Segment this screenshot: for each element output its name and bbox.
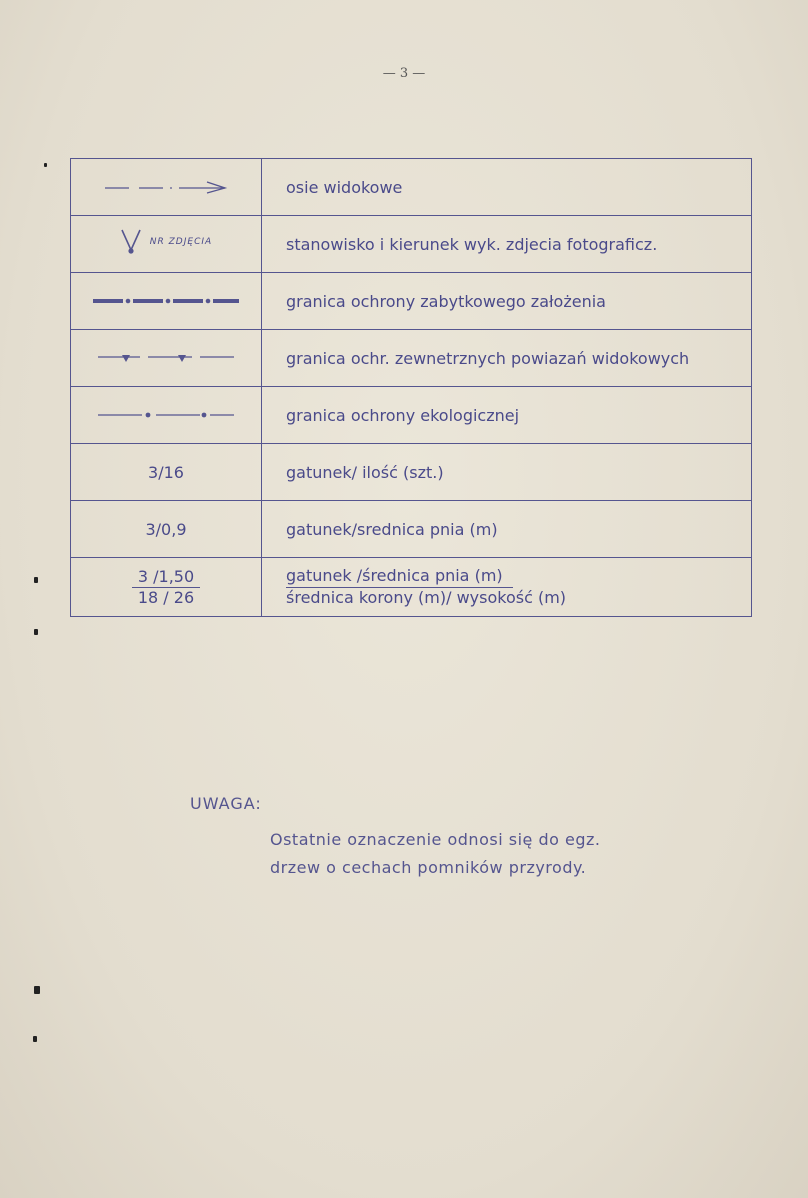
- note-heading: UWAGA:: [190, 794, 262, 813]
- fraction-bottom: 18 / 26: [137, 587, 195, 607]
- triangle-line-icon: [96, 352, 236, 364]
- table-row: [71, 216, 752, 273]
- legend-description: osie widokowe: [262, 159, 752, 216]
- table-row: [71, 330, 752, 387]
- legend-symbol-cell: [71, 159, 262, 216]
- photo-position-icon: [120, 228, 142, 256]
- note-line: drzew o cechach pomników przyrody.: [270, 858, 587, 877]
- table-row: [71, 159, 752, 216]
- legend-description: gatunek/srednica pnia (m): [262, 501, 752, 558]
- table-row: [71, 558, 752, 617]
- legend-symbol-cell: [71, 216, 262, 273]
- tree-fraction-symbol: [132, 567, 200, 608]
- legend-symbol-cell: [71, 387, 262, 444]
- table-row: [71, 273, 752, 330]
- punch-mark: [33, 1036, 37, 1042]
- punch-mark: [34, 629, 38, 635]
- table-row: [71, 444, 752, 501]
- legend-symbol-cell: 3/16: [71, 444, 262, 501]
- table-row: [71, 501, 752, 558]
- legend-description: [262, 558, 752, 617]
- legend-symbol-cell: [71, 330, 262, 387]
- thick-dash-dot-line-icon: [91, 296, 241, 306]
- page-number: — 3 —: [382, 66, 426, 81]
- legend-description: granica ochrony zabytkowego założenia: [262, 273, 752, 330]
- fraction-top: 3 /1,50: [132, 567, 200, 588]
- legend-symbol-cell: [71, 273, 262, 330]
- photo-number-label: NR ZDJĘCIA: [149, 237, 213, 247]
- note-line: Ostatnie oznaczenie odnosi się do egz.: [270, 830, 601, 849]
- legend-description: granica ochr. zewnetrznych powiazań widokowych: [262, 330, 752, 387]
- view-axis-arrow-icon: [101, 179, 231, 195]
- legend-table: [70, 158, 752, 617]
- legend-description: granica ochrony ekologicznej: [262, 387, 752, 444]
- legend-description: stanowisko i kierunek wyk. zdjecia fotograficz.: [262, 216, 752, 273]
- description-top: gatunek /średnica pnia (m): [286, 566, 513, 588]
- dot-line-icon: [96, 409, 236, 421]
- table-row: [71, 387, 752, 444]
- note-body: [270, 826, 600, 882]
- punch-mark: [34, 986, 40, 994]
- legend-symbol-cell: [71, 558, 262, 617]
- punch-mark: [44, 163, 47, 167]
- legend-description: gatunek/ ilość (szt.): [262, 444, 752, 501]
- description-bottom: średnica korony (m)/ wysokość (m): [286, 588, 567, 607]
- legend-symbol-cell: 3/0,9: [71, 501, 262, 558]
- punch-mark: [34, 577, 38, 583]
